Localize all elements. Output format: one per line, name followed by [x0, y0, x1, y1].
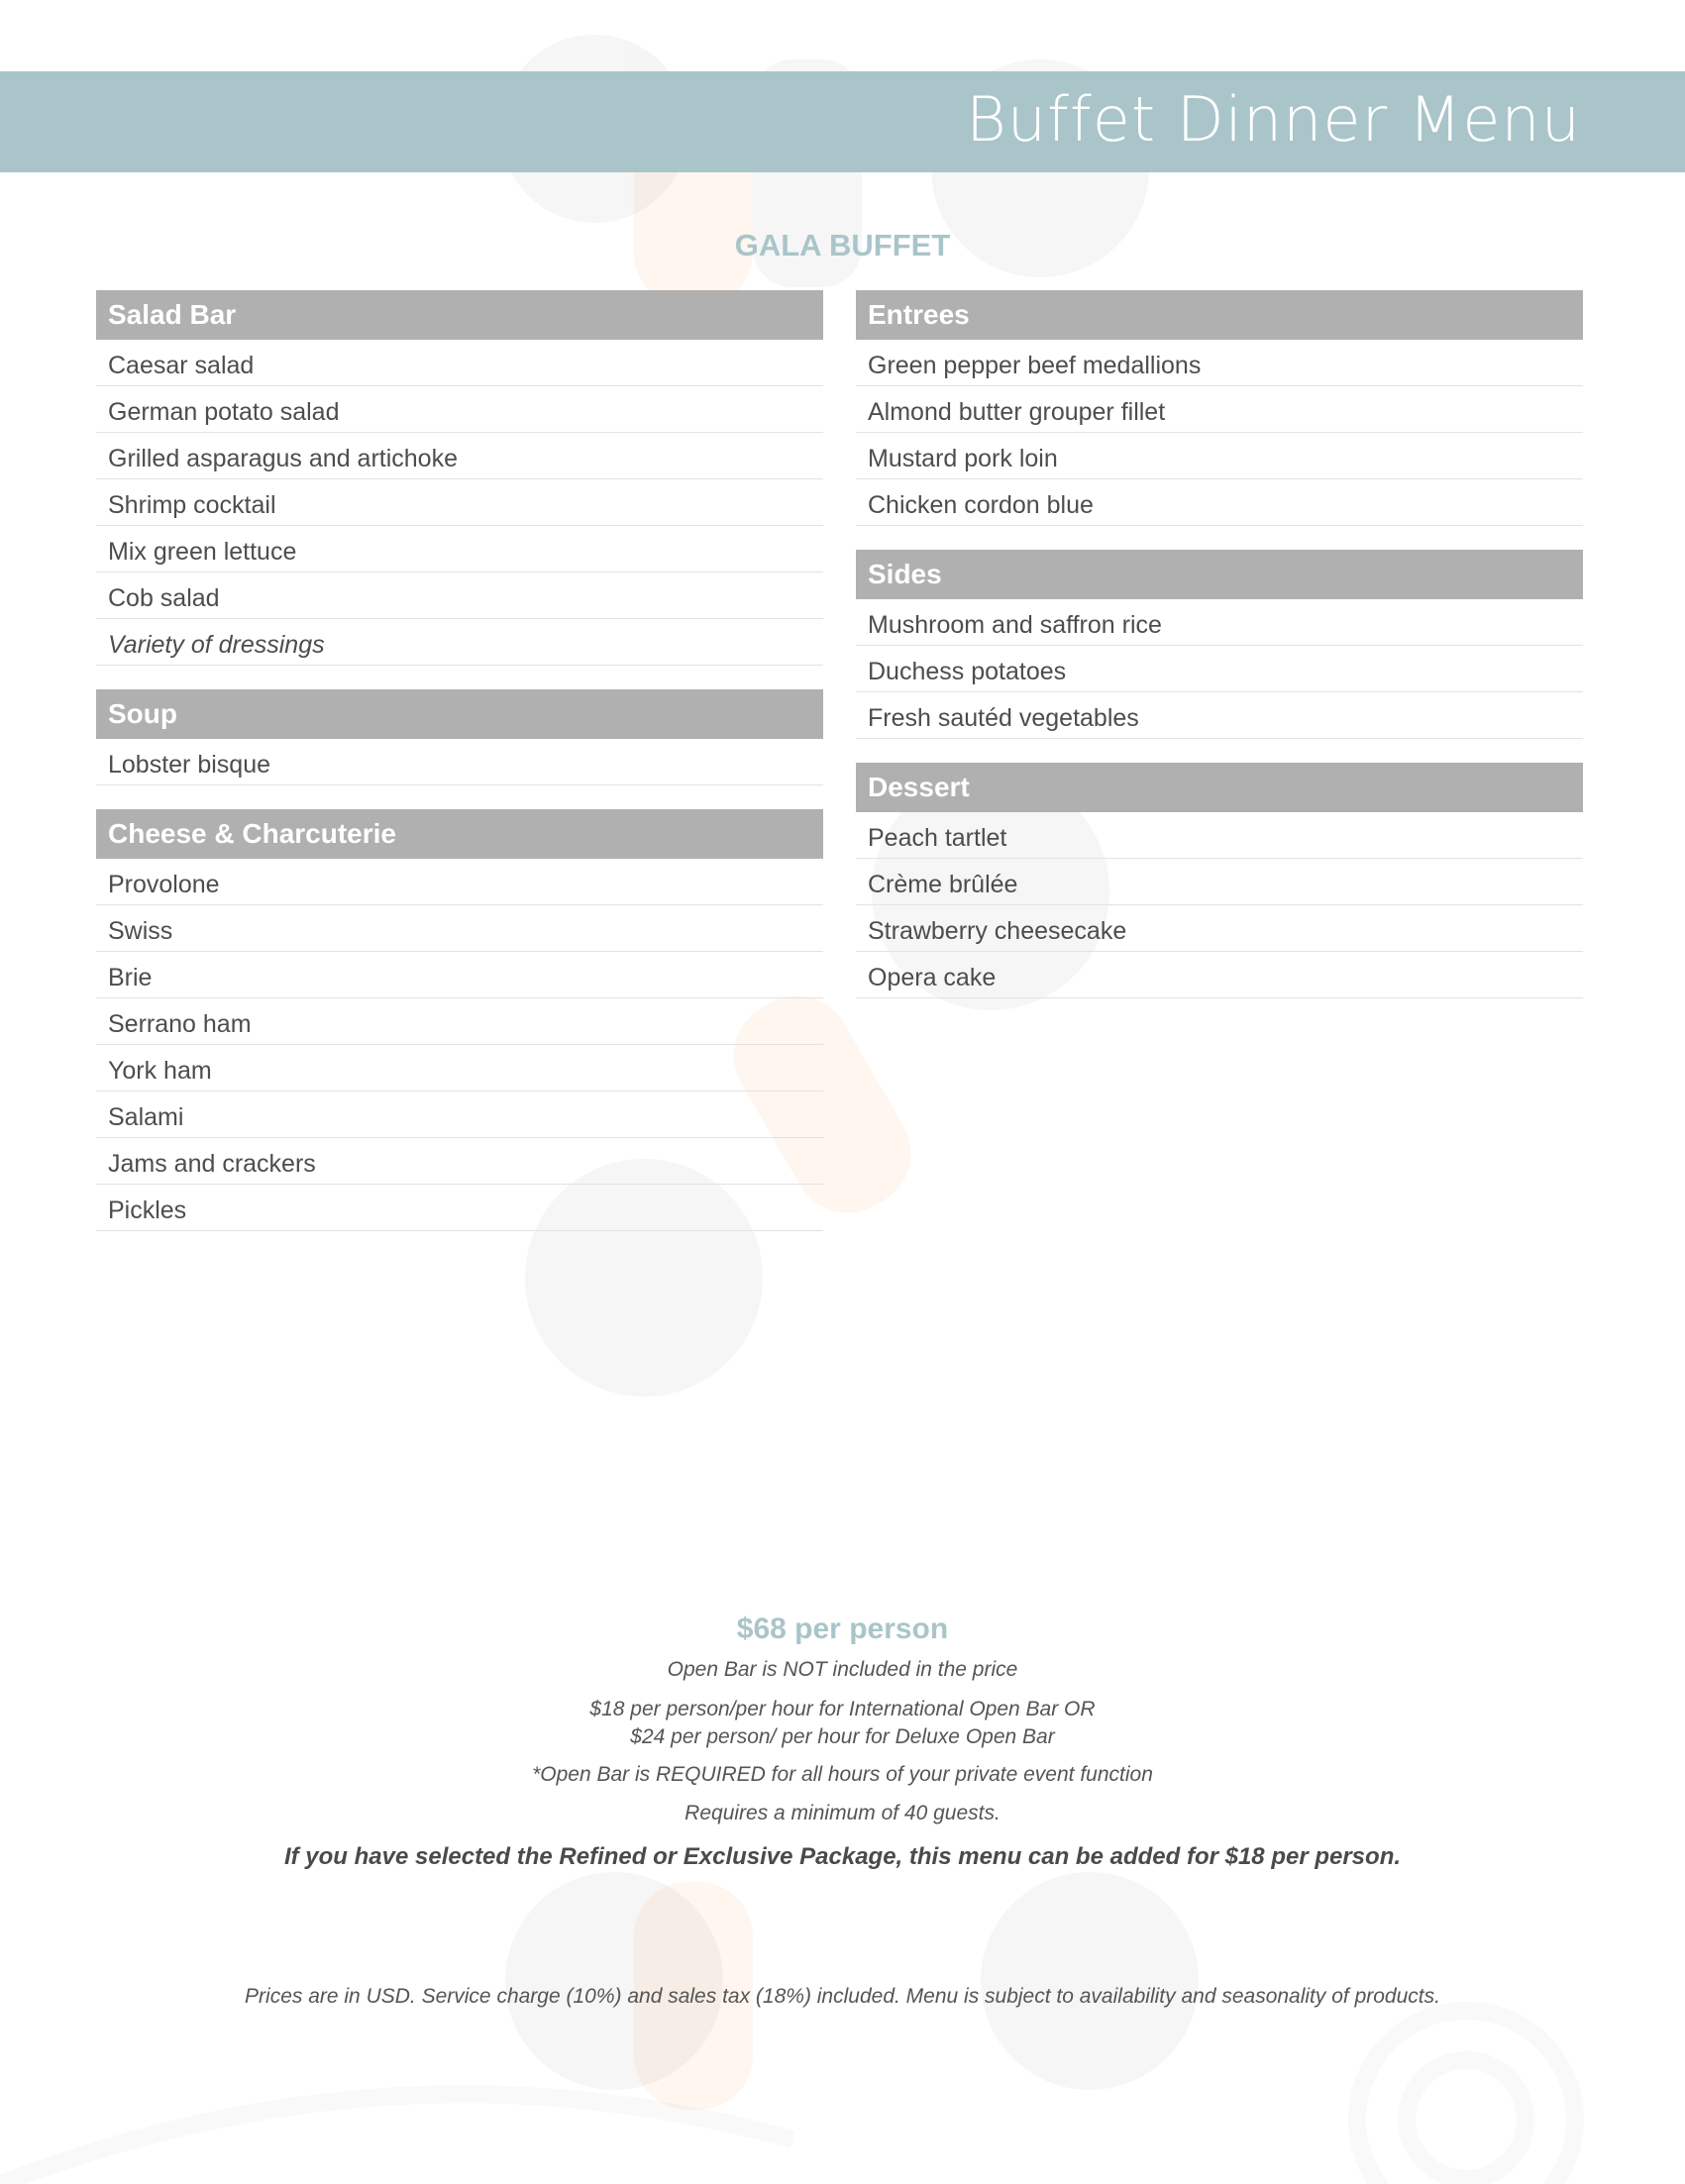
section-entrees: [856, 290, 1583, 526]
menu-item: Salami: [96, 1092, 823, 1138]
menu-item: York ham: [96, 1045, 823, 1092]
menu-item: Chicken cordon blue: [856, 479, 1583, 526]
left-column: [96, 290, 823, 1255]
menu-item: Almond butter grouper fillet: [856, 386, 1583, 433]
menu-item: Jams and crackers: [96, 1138, 823, 1185]
menu-item: Strawberry cheesecake: [856, 905, 1583, 952]
section-header: Entrees: [856, 290, 1583, 340]
menu-item: Pickles: [96, 1185, 823, 1231]
open-bar-note: Open Bar is NOT included in the price: [667, 1658, 1018, 1681]
minimum-guests-note: Requires a minimum of 40 guests.: [685, 1802, 1000, 1824]
section-cheese-charcuterie: [96, 809, 823, 1231]
menu-item: Mushroom and saffron rice: [856, 599, 1583, 646]
menu-item: Mustard pork loin: [856, 433, 1583, 479]
section-header: Salad Bar: [96, 290, 823, 340]
section-sides: [856, 550, 1583, 739]
section-soup: [96, 689, 823, 785]
menu-item: Lobster bisque: [96, 739, 823, 785]
menu-item: Serrano ham: [96, 998, 823, 1045]
section-dessert: [856, 763, 1583, 998]
page-title: Buffet Dinner Menu: [966, 83, 1581, 156]
menu-item: Cob salad: [96, 572, 823, 619]
international-open-bar-rate: $18 per person/per hour for International Open Bar OR: [589, 1698, 1096, 1720]
section-header: Sides: [856, 550, 1583, 599]
menu-item: Fresh sautéd vegetables: [856, 692, 1583, 739]
section-salad-bar: [96, 290, 823, 666]
menu-item: Opera cake: [856, 952, 1583, 998]
package-note: If you have selected the Refined or Exclusive Package, this menu can be added for $18 per person.: [283, 1843, 1402, 1870]
open-bar-rates: [0, 1696, 1685, 1751]
menu-item: Crème brûlée: [856, 859, 1583, 905]
menu-item: Peach tartlet: [856, 812, 1583, 859]
menu-item: Brie: [96, 952, 823, 998]
menu-item: Provolone: [96, 859, 823, 905]
price-per-person: $68 per person: [736, 1612, 949, 1645]
menu-item: Mix green lettuce: [96, 526, 823, 572]
section-header: Dessert: [856, 763, 1583, 812]
section-header: Soup: [96, 689, 823, 739]
menu-item: Duchess potatoes: [856, 646, 1583, 692]
disclaimer: Prices are in USD. Service charge (10%) and sales tax (18%) included. Menu is subject to availability and seasonality of products.: [245, 1985, 1440, 2008]
menu-subtitle: GALA BUFFET: [734, 228, 951, 262]
section-header: Cheese & Charcuterie: [96, 809, 823, 859]
menu-item: Green pepper beef medallions: [856, 340, 1583, 386]
menu-item: Caesar salad: [96, 340, 823, 386]
menu-item: Shrimp cocktail: [96, 479, 823, 526]
menu-item: Variety of dressings: [96, 619, 823, 666]
menu-item: German potato salad: [96, 386, 823, 433]
menu-item: Grilled asparagus and artichoke: [96, 433, 823, 479]
right-column: [856, 290, 1583, 1022]
open-bar-required-note: *Open Bar is REQUIRED for all hours of your private event function: [532, 1763, 1153, 1786]
menu-item: Swiss: [96, 905, 823, 952]
deluxe-open-bar-rate: $24 per person/ per hour for Deluxe Open Bar: [630, 1725, 1055, 1748]
